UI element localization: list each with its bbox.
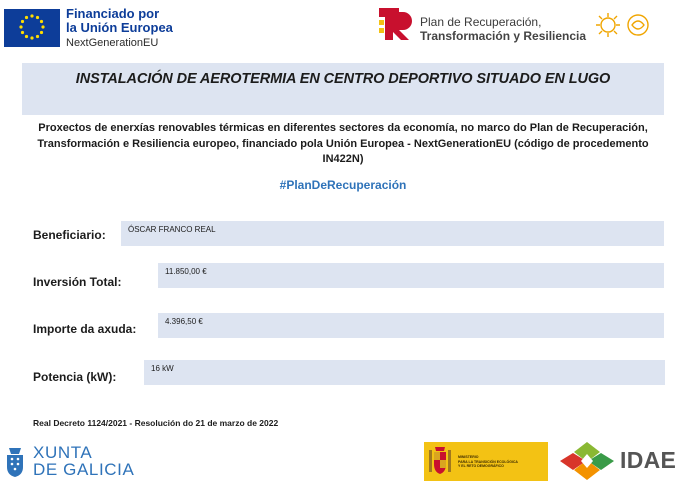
hashtag-link[interactable]: #PlanDeRecuperación — [279, 178, 407, 192]
ministry-name — [458, 455, 518, 469]
ministry-logo — [424, 442, 548, 481]
aid-amount-label: Importe da axuda: — [33, 322, 137, 336]
recovery-plan-line-2: Transformación y Resiliencia — [420, 29, 587, 43]
beneficiary-value: ÓSCAR FRANCO REAL — [128, 225, 216, 234]
title-box — [22, 63, 664, 115]
power-label: Potencia (kW): — [33, 370, 117, 384]
aid-amount-field — [158, 313, 664, 338]
investment-field — [158, 263, 664, 288]
idae-logo-text: IDAE — [620, 447, 677, 473]
investment-value: 11.850,00 € — [165, 267, 207, 276]
eu-flag-logo — [4, 9, 60, 47]
recovery-plan-line-1: Plan de Recuperación, — [420, 15, 542, 29]
eu-funding-text — [66, 7, 173, 50]
beneficiary-field — [121, 221, 664, 246]
investment-label: Inversión Total: — [33, 275, 122, 289]
xunta-line-1: XUNTA — [33, 443, 93, 462]
project-description: Proxectos de enerxías renovables térmicas en diferentes sectores da economía, no marco do Plan de Recuperación, Transformación e Resiliencia europeo, financiado pola Unión Europea - NextGenerationEU (código de procedemento IN422N) — [37, 122, 649, 165]
recovery-plan-text — [420, 15, 586, 43]
ministry-line-2: PARA LA TRANSICIÓN ECOLÓGICA — [458, 459, 518, 464]
spain-coat-of-arms-icon — [427, 446, 453, 478]
aid-amount-value: 4.396,50 € — [165, 317, 203, 326]
page-title: INSTALACIÓN DE AEROTERMIA EN CENTRO DEPORTIVO SITUADO EN LUGO — [75, 71, 611, 87]
eu-line-3: NextGenerationEU — [66, 37, 159, 49]
beneficiary-label: Beneficiario: — [33, 228, 106, 242]
prtr-logo-icon — [377, 6, 415, 42]
ministry-line-1: MINISTERIO — [458, 455, 479, 459]
xunta-de-galicia-logo — [33, 444, 134, 478]
sun-doodle-icon — [590, 10, 658, 40]
power-field — [144, 360, 665, 385]
power-value: 16 kW — [151, 364, 174, 373]
eu-line-1: Financiado por — [66, 6, 160, 21]
xunta-emblem-icon — [3, 445, 27, 479]
legal-reference: Real Decreto 1124/2021 - Resolución do 21 de marzo de 2022 — [33, 418, 279, 428]
xunta-line-2: DE GALICIA — [33, 460, 135, 479]
eu-line-2: la Unión Europea — [66, 20, 173, 35]
ministry-line-3: Y EL RETO DEMOGRÁFICO — [458, 464, 504, 468]
idae-logo-icon — [558, 440, 616, 482]
